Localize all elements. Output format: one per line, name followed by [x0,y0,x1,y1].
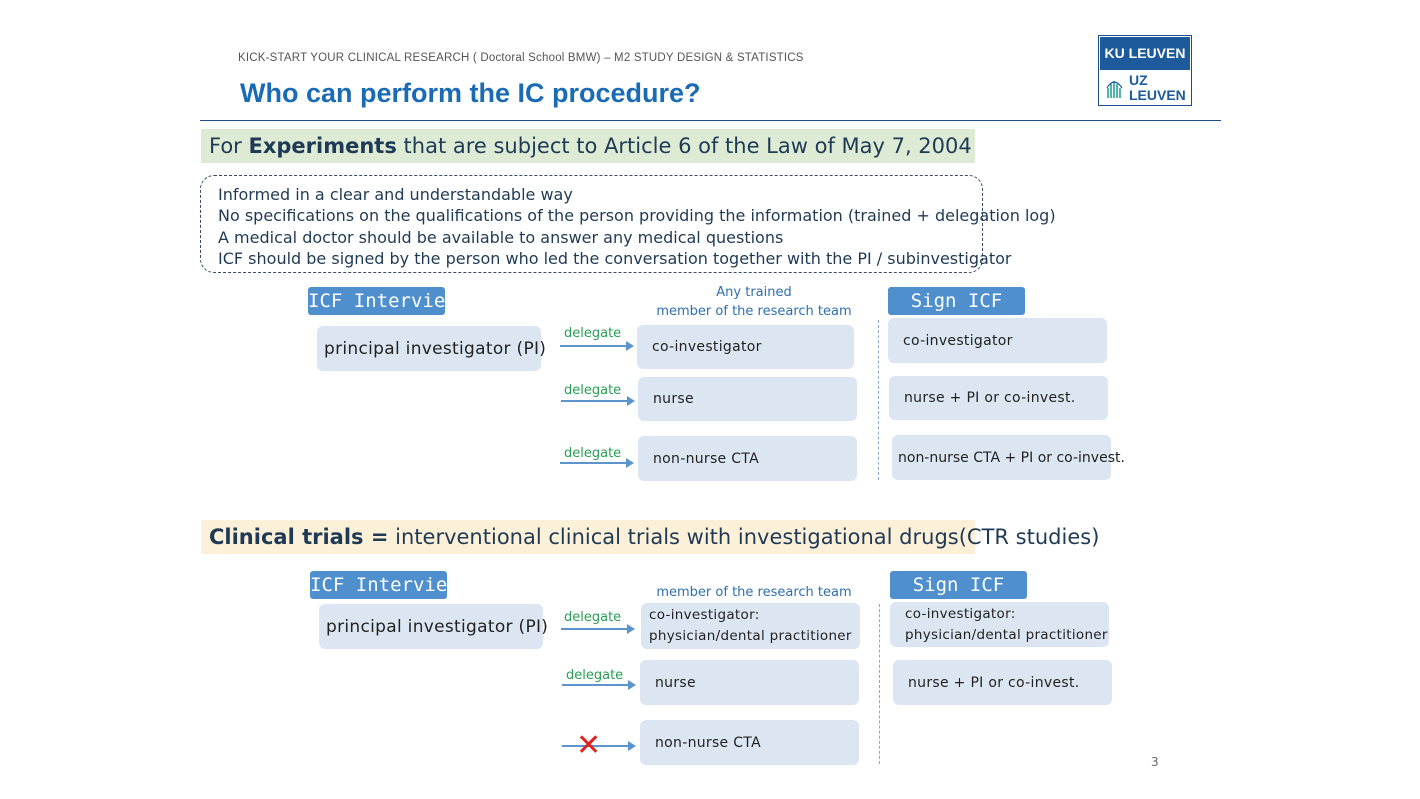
experiments-banner-bold: Experiments [248,134,397,158]
ct-delegate-box-nurse: nurse [640,660,859,705]
delegate-label-1: delegate [564,326,622,341]
experiments-banner [201,129,975,163]
signer-box-nurse: nurse + PI or co-invest. [889,376,1108,420]
delegate-box-co-investigator: co-investigator [637,325,854,369]
delegate-box-nurse: nurse [638,377,857,421]
pi-box: principal investigator (PI) [317,326,541,371]
clinical-trials-banner [201,520,1100,554]
signer-box-co-investigator: co-investigator [888,318,1107,363]
ct-signer-box-nurse: nurse + PI or co-invest. [893,660,1112,705]
experiments-banner-rest: that are subject to Article 6 of the Law of May 7, 2004 [403,134,972,158]
ku-leuven-logo [1098,35,1192,106]
ct-pi-box: principal investigator (PI) [319,604,543,649]
ct-icf-interview-tag: ICF Interview [310,571,447,599]
ct-delegate-label-2: delegate [566,668,624,683]
bullet-4: ICF should be signed by the person who led the conversation together with the PI / subinvestigator [218,249,1012,268]
sign-icf-tag: Sign ICF [888,287,1025,315]
member-header: Any trained member of the research team [656,285,852,319]
delegate-box-non-nurse-cta: non-nurse CTA [638,436,857,481]
delegate-label-3: delegate [564,446,622,461]
delegate-arrow-3 [560,462,632,464]
clinical-trials-banner-rest: interventional clinical trials with investigational drugs [395,525,959,549]
clinical-trials-banner-suffix: (CTR studies) [958,525,1100,549]
separator-line [878,320,879,480]
ct-delegate-arrow-1 [561,628,633,630]
delegate-arrow-1 [560,345,632,347]
bullet-1: Informed in a clear and understandable way [218,185,573,204]
course-line: KICK-START YOUR CLINICAL RESEARCH ( Doctoral School BMW) – M2 STUDY DESIGN & STATISTICS [238,52,804,64]
bullet-3: A medical doctor should be available to answer any medical questions [218,228,784,247]
bullet-2: No specifications on the qualifications of the person providing the information (trained + delegation log) [218,206,1056,225]
experiments-banner-prefix: For [209,134,242,158]
delegate-label-2: delegate [564,383,622,398]
ct-delegate-arrow-2 [562,684,634,686]
delegate-arrow-2 [561,400,633,402]
ct-separator-line [879,604,880,764]
not-allowed-x-icon: ✕ [576,728,602,763]
ct-delegate-label-1: delegate [564,610,622,625]
uz-leuven-mark-icon [1106,78,1124,100]
logo-ku-leuven-text: KU LEUVEN [1100,37,1190,70]
ct-delegate-box-non-nurse-cta: non-nurse CTA [640,720,859,765]
ct-signer-box-co-investigator: co-investigator: physician/dental practitioner [890,602,1109,647]
title-divider [200,120,1221,121]
ct-member-header: member of the research team [656,585,852,600]
page-title: Who can perform the IC procedure? [240,78,701,108]
clinical-trials-banner-bold: Clinical trials = [209,525,389,549]
ct-sign-icf-tag: Sign ICF [890,571,1027,599]
logo-uz-leuven-text: UZ LEUVEN [1129,72,1186,103]
page-number: 3 [1151,755,1159,769]
signer-box-non-nurse-cta: non-nurse CTA + PI or co-invest. [892,435,1111,480]
ct-delegate-box-co-investigator: co-investigator: physician/dental practitioner [641,603,860,649]
icf-interview-tag: ICF Interview [308,287,445,315]
